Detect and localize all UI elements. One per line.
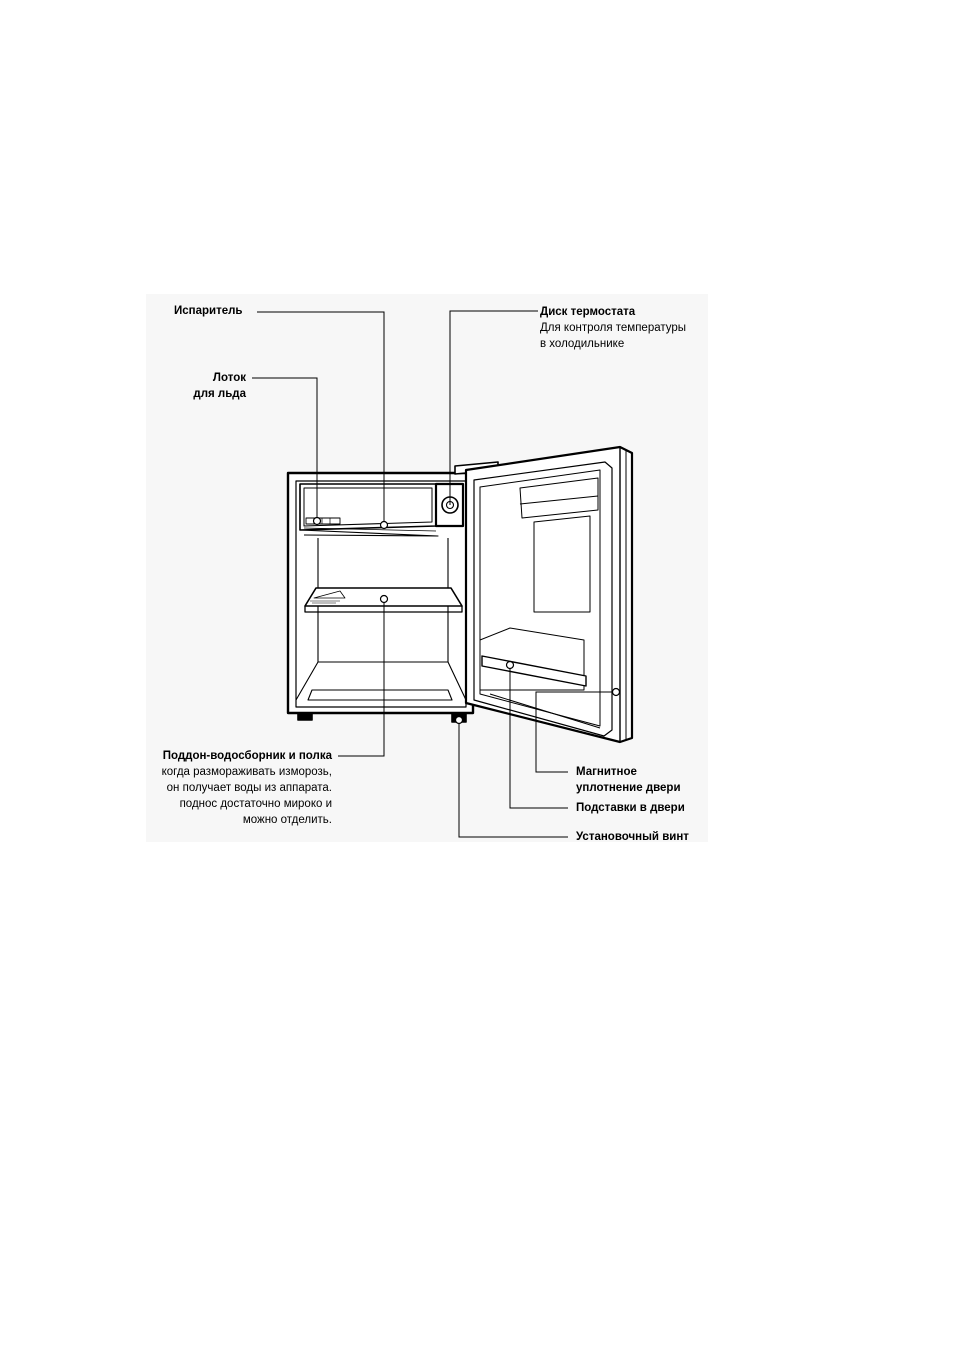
thermostat-desc-line2: в холодильнике [540, 338, 625, 350]
door-shelves-title: Подставки в двери [576, 802, 685, 814]
drip-tray-title: Поддон-водосборник и полка [162, 750, 332, 762]
marker-drip-tray [381, 596, 388, 603]
ice-tray-label [150, 370, 246, 402]
marker-ice-tray [314, 518, 321, 525]
evaporator-label [174, 303, 243, 319]
ice-tray-line1: Лоток [212, 372, 246, 384]
marker-door-gasket [613, 689, 620, 696]
thermostat-title: Диск термостата [540, 306, 636, 318]
leveling-screw-title: Установочный винт [576, 831, 689, 843]
door-gasket-line2: уплотнение двери [576, 782, 681, 794]
door-gasket-line1: Магнитное [576, 766, 637, 778]
drip-tray-desc-line1: когда размораживать изморозь, [161, 766, 332, 778]
marker-evaporator [381, 522, 388, 529]
leveling-screw-label [576, 829, 716, 845]
door [466, 447, 632, 742]
thermostat-label [540, 304, 720, 352]
marker-leveling-screw [456, 717, 463, 724]
drip-tray-desc-line3: поднос достаточно мироко и [179, 798, 332, 810]
thermostat-desc-line1: Для контроля температуры [540, 322, 687, 334]
ice-tray-line2: для льда [193, 388, 246, 400]
drip-tray-desc-line4: можно отделить. [242, 814, 332, 826]
marker-door-shelves [507, 662, 514, 669]
door-shelves-label [576, 800, 716, 816]
door-gasket-label [576, 764, 716, 796]
drip-tray-label [120, 748, 332, 828]
evaporator-title: Испаритель [174, 305, 243, 317]
drip-tray-desc-line2: он получает воды из аппарата. [166, 782, 332, 794]
